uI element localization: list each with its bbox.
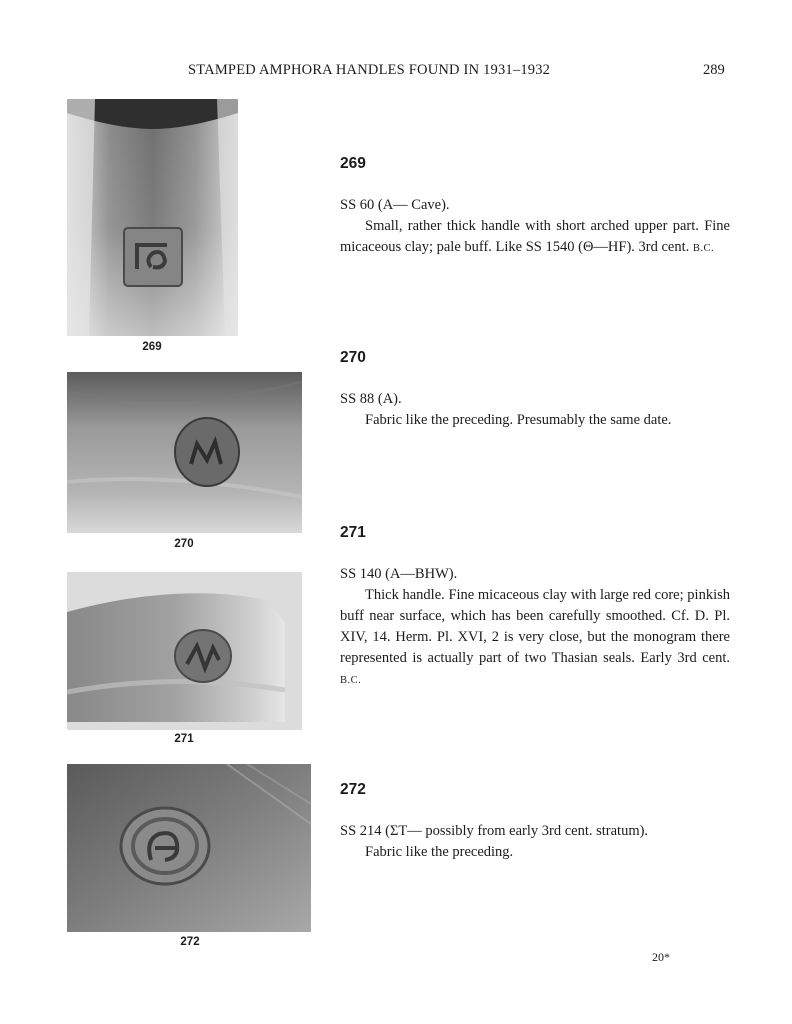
entry-description (340, 216, 730, 259)
figure-269-label: 269 (142, 341, 162, 353)
entry-270 (340, 349, 730, 431)
figure-270-label: 270 (174, 538, 194, 550)
entry-description: Fabric like the preceding. Presumably the same date. (365, 412, 672, 428)
entry-description (340, 585, 730, 691)
figure-272-photo (67, 764, 311, 932)
entry-identifier: SS 140 (A—BHW). (340, 566, 458, 582)
era-abbrev: B.C. (340, 675, 362, 686)
entry-identifier: SS 88 (A). (340, 391, 402, 407)
entry-number: 271 (340, 524, 366, 541)
entry-description: Fabric like the preceding. (365, 844, 514, 860)
figure-271-label: 271 (174, 733, 194, 745)
entry-272 (340, 781, 730, 863)
figure-269-photo (67, 99, 238, 336)
entry-271 (340, 524, 730, 691)
entry-description-text: Small, rather thick handle with short arched upper part. Fine micaceous clay; pale buff. Like SS 1540 (Θ—HF). 3rd cent. (340, 218, 730, 255)
entry-number: 269 (340, 155, 366, 172)
entry-number: 270 (340, 349, 366, 366)
figure-272-label: 272 (180, 936, 200, 948)
page-number: 289 (703, 62, 725, 78)
entry-identifier: SS 214 (ΣT— possibly from early 3rd cent. stratum). (340, 823, 649, 839)
entry-269 (340, 155, 730, 259)
entry-description-text: Thick handle. Fine micaceous clay with large red core; pinkish buff near surface, which has been carefully smoothed. Cf. D. Pl. XIV, 14. Herm. Pl. XVI, 2 is very close, but the monogram there represented is actually part of two Thasian seals. Early 3rd cent. (340, 587, 730, 666)
running-head: STAMPED AMPHORA HANDLES FOUND IN 1931–1932 (188, 62, 551, 78)
era-abbrev: B.C. (692, 243, 715, 254)
entry-number: 272 (340, 781, 366, 798)
signature-mark: 20* (652, 950, 670, 964)
entry-identifier: SS 60 (A— Cave). (340, 197, 450, 213)
figure-271-photo (67, 572, 302, 730)
figure-270-photo (67, 372, 302, 533)
